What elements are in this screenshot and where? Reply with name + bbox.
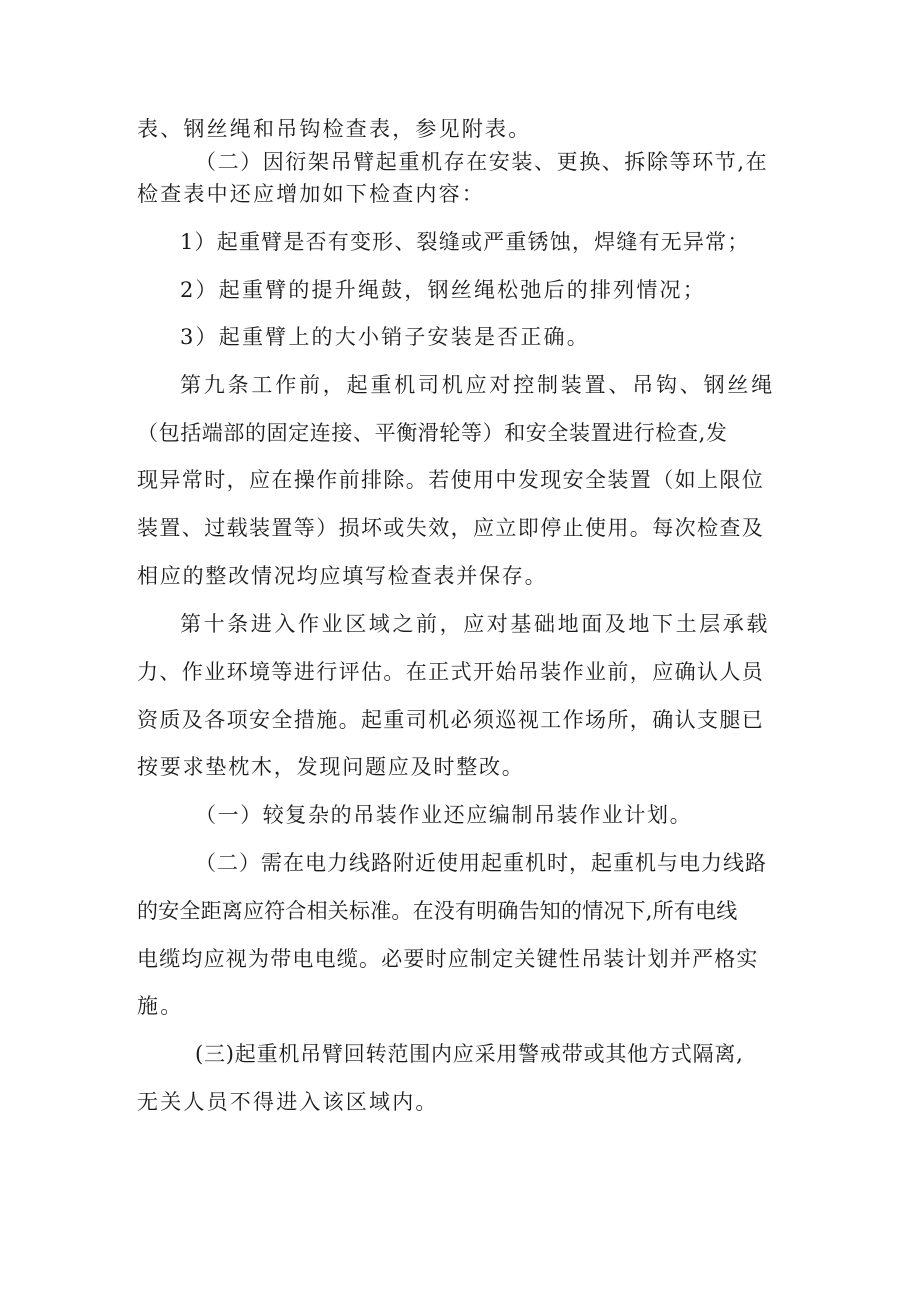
text-line: 装置、过载装置等）损坏或失效，应立即停止使用。每次检查及	[137, 516, 765, 540]
list-item: 3）起重臂上的大小销子安装是否正确。	[180, 325, 590, 349]
text-line: 资质及各项安全措施。起重司机必须巡视工作场所，确认支腿已	[137, 708, 765, 732]
text-line: (三)起重机吊臂回转范围内应采用警戒带或其他方式隔离,	[195, 1042, 744, 1066]
text-line: 相应的整改情况均应填写检查表并保存。	[137, 564, 548, 588]
text-line: 电缆均应视为带电电缆。必要时应制定关键性吊装计划并严格实	[137, 947, 759, 971]
text-line: 的安全距离应符合相关标准。在没有明确告知的情况下,所有电线	[137, 899, 738, 923]
list-item: 2）起重臂的提升绳鼓，钢丝绳松弛后的排列情况；	[180, 278, 706, 302]
text-line: 第九条工作前，起重机司机应对控制装置、吊钩、钢丝绳	[180, 373, 775, 397]
text-line: 无关人员不得进入该区域内。	[137, 1090, 439, 1114]
text-line: 力、作业环境等进行评估。在正式开始吊装作业前，应确认人员	[137, 660, 765, 684]
text-line: 现异常时，应在操作前排除。若使用中发现安全装置（如上限位	[137, 468, 765, 492]
text-line: 表、钢丝绳和吊钩检查表，参见附表。	[137, 117, 532, 141]
text-line: 施。	[137, 994, 184, 1018]
list-item: 1）起重臂是否有变形、裂缝或严重锈蚀，焊缝有无异常；	[180, 230, 750, 254]
text-line: （二）需在电力线路附近使用起重机时，起重机与电力线路	[195, 851, 767, 875]
text-line: 按要求垫枕木，发现问题应及时整改。	[137, 755, 525, 779]
text-line: （包括端部的固定连接、平衡滑轮等）和安全装置进行检查,发	[137, 421, 728, 445]
text-line: 检查表中还应增加如下检查内容：	[137, 182, 485, 206]
text-line: （一）较复杂的吊装作业还应编制吊装作业计划。	[195, 803, 693, 827]
text-line: 第十条进入作业区域之前，应对基础地面及地下土层承载	[180, 612, 770, 636]
text-line: （二）因衍架吊臂起重机存在安装、更换、拆除等环节,在	[195, 150, 769, 174]
